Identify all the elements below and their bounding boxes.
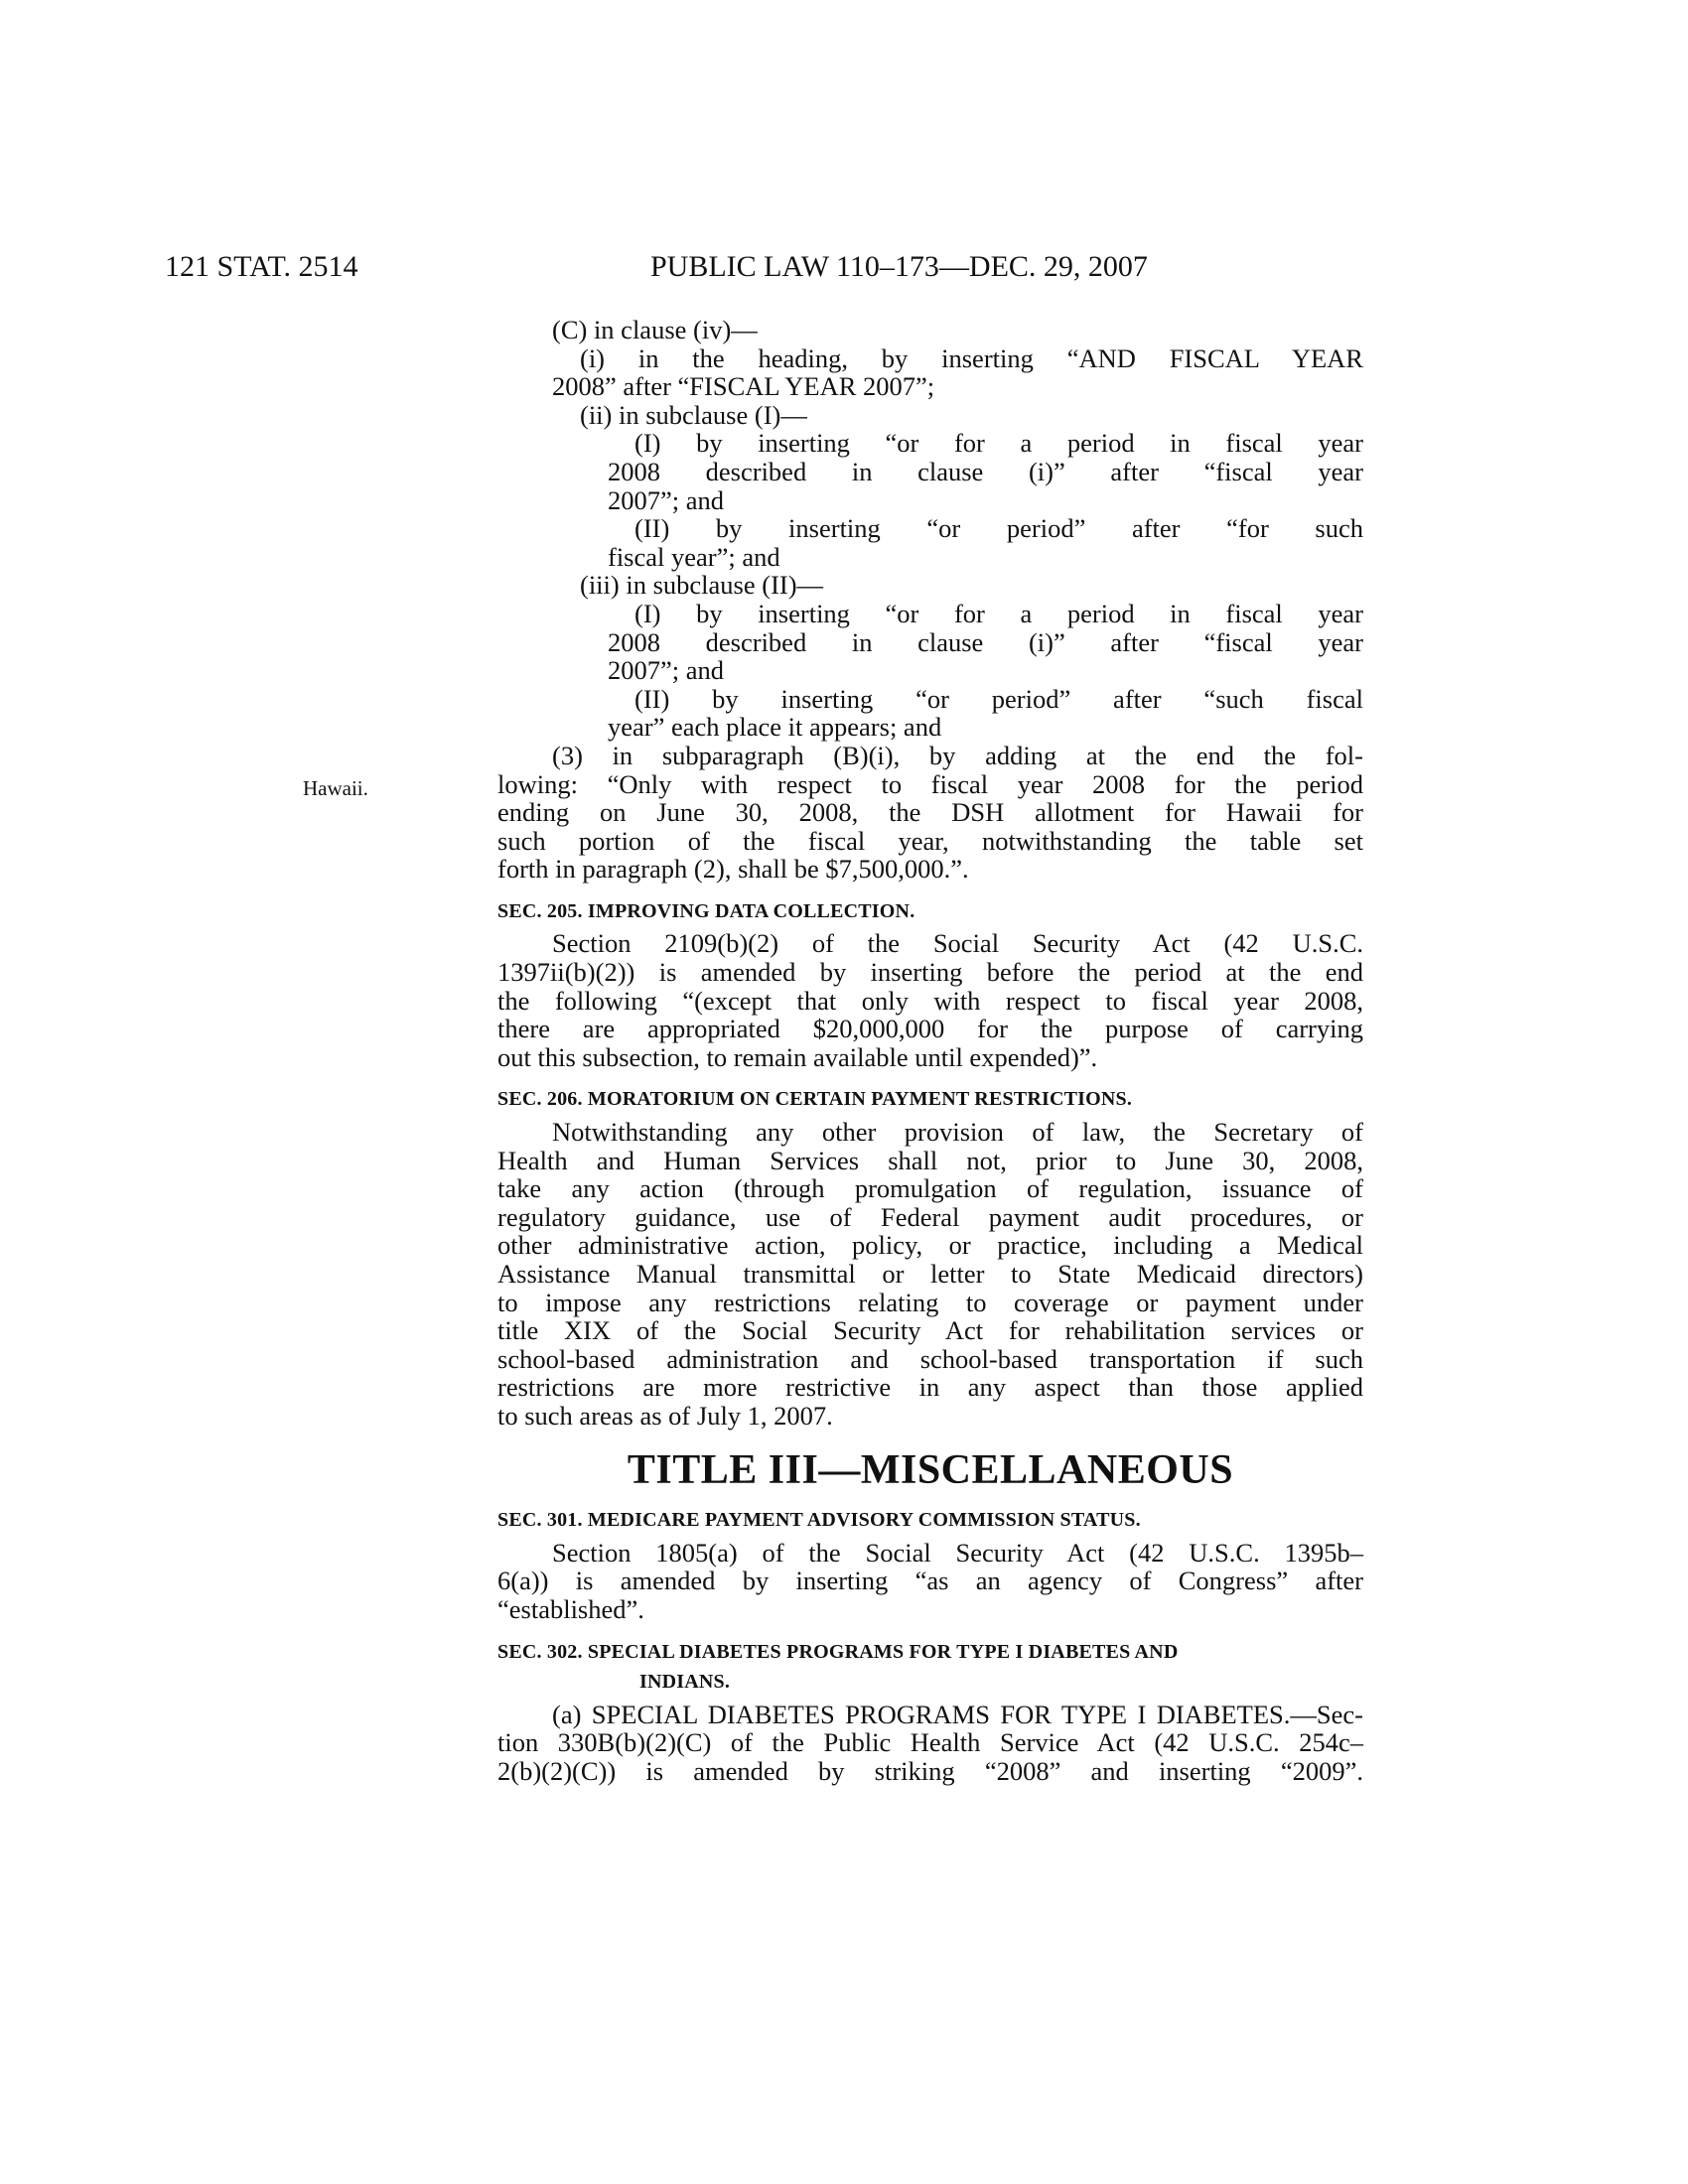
sec206-line7: to impose any restrictions relating to coverage or payment under: [497, 1287, 1363, 1317]
public-law-header: PUBLIC LAW 110–173—DEC. 29, 2007: [650, 250, 1148, 283]
clause-c-iii: (iii) in subclause (II)—: [580, 570, 824, 601]
clause-c-iii-II-line2: year” each place it appears; and: [608, 712, 942, 743]
document-body: [497, 316, 1363, 1786]
sec206-line6: Assistance Manual transmittal or letter to State Medicaid directors): [497, 1259, 1363, 1289]
stat-reference: 121 STAT. 2514: [165, 250, 358, 283]
clause-c-iii-I-line1: (I) by inserting “or for a period in fiscal year: [634, 598, 1363, 628]
sec206-line8: title XIX of the Social Security Act for rehabilitation services or: [497, 1315, 1363, 1346]
sec302-a-caption: (a) SPECIAL DIABETES PROGRAMS FOR TYPE I DIABETES.—Sec-: [552, 1699, 1363, 1729]
sec301-line2: 6(a)) is amended by inserting “as an agency of Congress” after: [497, 1566, 1363, 1596]
para3-line5: forth in paragraph (2), shall be $7,500,000.”.: [497, 854, 969, 885]
sec302-line2: tion 330B(b)(2)(C) of the Public Health Service Act (42 U.S.C. 254c–: [497, 1727, 1363, 1758]
sec302-heading-cont: INDIANS.: [639, 1671, 731, 1694]
sec206-line2: Health and Human Services shall not, prior to June 30, 2008,: [497, 1145, 1363, 1175]
sec205-line3: the following “(except that only with respect to fiscal year 2008,: [497, 985, 1363, 1016]
sec206-heading: SEC. 206. MORATORIUM ON CERTAIN PAYMENT RESTRICTIONS.: [497, 1088, 1133, 1111]
para3-line3: ending on June 30, 2008, the DSH allotment for Hawaii for: [497, 797, 1363, 828]
clause-c-iii-I-line3: 2007”; and: [608, 655, 725, 686]
sec205-line1: Section 2109(b)(2) of the Social Security Act (42 U.S.C.: [552, 928, 1363, 959]
sec206-line3: take any action (through promulgation of regulation, issuance of: [497, 1173, 1363, 1204]
clause-c-iii-II-line1: (II) by inserting “or period” after “such fiscal: [634, 683, 1363, 714]
para3-line1: (3) in subparagraph (B)(i), by adding at the end the fol-: [552, 740, 1363, 770]
sec301-line1: Section 1805(a) of the Social Security Act (42 U.S.C. 1395b–: [552, 1537, 1363, 1568]
para3-line2: lowing: “Only with respect to fiscal year 2008 for the period: [497, 768, 1363, 799]
sec205-line2: 1397ii(b)(2)) is amended by inserting before the period at the end: [497, 957, 1363, 988]
sec206-line11: to such areas as of July 1, 2007.: [497, 1400, 833, 1431]
sec206-line1: Notwithstanding any other provision of law, the Secretary of: [552, 1117, 1363, 1148]
clause-c-i-line1: (i) in the heading, by inserting “AND FISCAL YEAR: [580, 342, 1363, 373]
clause-c-iii-I-line2: 2008 described in clause (i)” after “fiscal year: [608, 626, 1363, 657]
sec206-line9: school-based administration and school-based transportation if such: [497, 1343, 1363, 1374]
clause-c-ii-I-line3: 2007”; and: [608, 484, 725, 515]
clause-c-lead: (C) in clause (iv)—: [552, 315, 758, 344]
sec205-line5: out this subsection, to remain available until expended)”.: [497, 1041, 1098, 1072]
sec206-line5: other administrative action, policy, or practice, including a Medical: [497, 1230, 1363, 1261]
clause-c-ii-I-line1: (I) by inserting “or for a period in fiscal year: [634, 428, 1363, 459]
sec302-heading: SEC. 302. SPECIAL DIABETES PROGRAMS FOR TYPE I DIABETES AND: [497, 1640, 1179, 1663]
sec206-line4: regulatory guidance, use of Federal payment audit procedures, or: [497, 1201, 1363, 1232]
clause-c-i-line2: 2008” after “FISCAL YEAR 2007”;: [552, 371, 935, 402]
sec205-line4: there are appropriated $20,000,000 for the purpose of carrying: [497, 1014, 1363, 1044]
clause-c-ii: (ii) in subclause (I)—: [580, 399, 807, 430]
sec205-heading: SEC. 205. IMPROVING DATA COLLECTION.: [497, 899, 915, 922]
sec206-line10: restrictions are more restrictive in any aspect than those applied: [497, 1372, 1363, 1403]
sec301-line3: “established”.: [497, 1593, 644, 1624]
title-iii-heading: TITLE III—MISCELLANEOUS: [627, 1446, 1234, 1493]
margin-note-hawaii: Hawaii.: [303, 776, 368, 800]
clause-c-ii-II-line1: (II) by inserting “or period” after “for such: [634, 513, 1363, 544]
sec301-heading: SEC. 301. MEDICARE PAYMENT ADVISORY COMMISSION STATUS.: [497, 1509, 1141, 1532]
clause-c-ii-I-line2: 2008 described in clause (i)” after “fiscal year: [608, 456, 1363, 486]
sec302-line3: 2(b)(2)(C)) is amended by striking “2008” and inserting “2009”.: [497, 1755, 1363, 1786]
para3-line4: such portion of the fiscal year, notwithstanding the table set: [497, 825, 1363, 856]
clause-c-ii-II-line2: fiscal year”; and: [608, 541, 780, 572]
